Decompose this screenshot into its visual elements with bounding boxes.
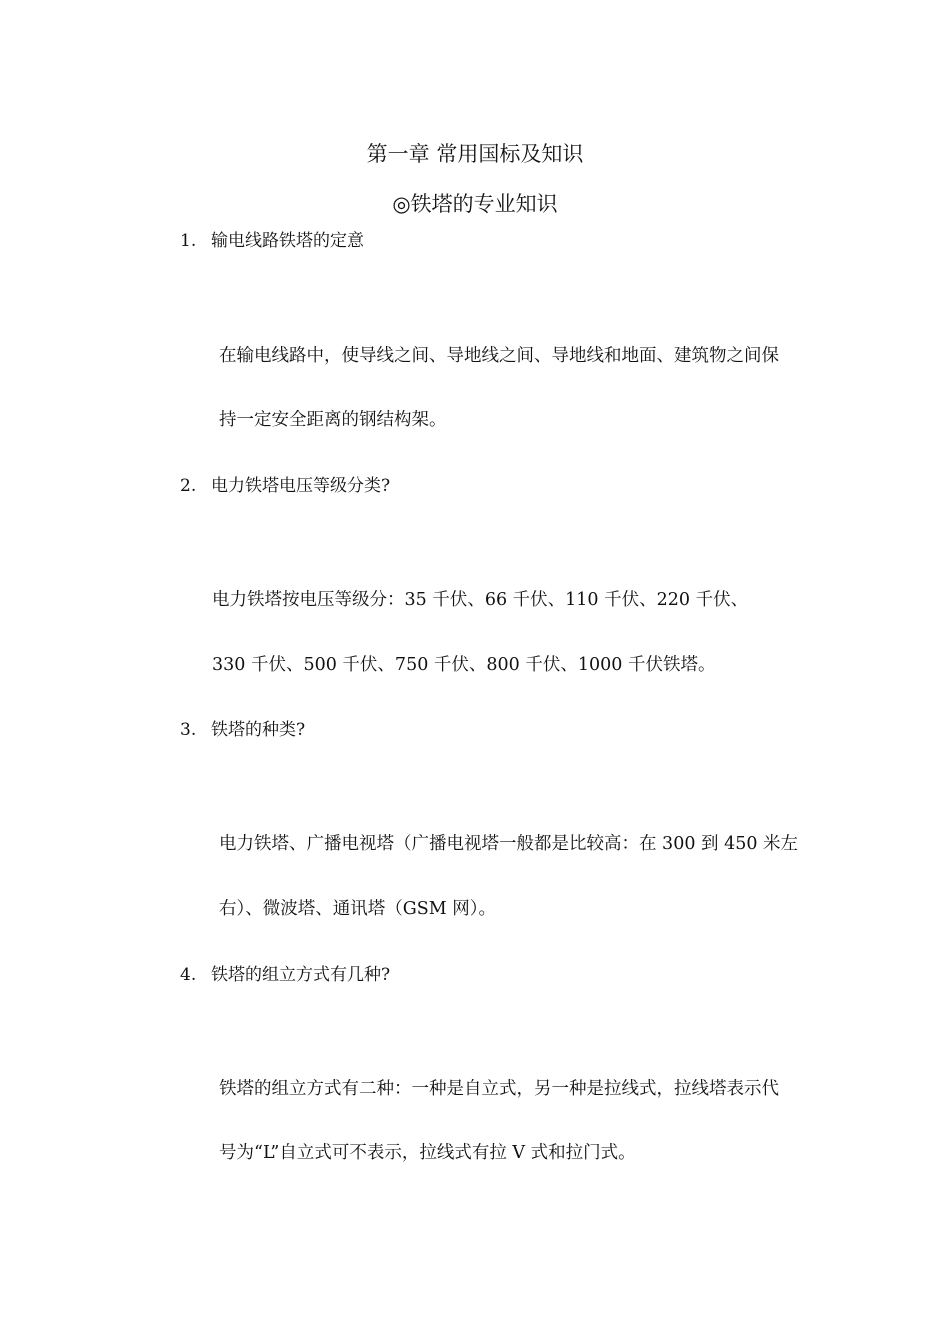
question-text: 铁塔的组立方式有几种? <box>211 965 391 985</box>
answer-2-line-1: 电力铁塔按电压等级分：35 千伏、66 千伏、110 千伏、220 千伏、 <box>212 590 749 610</box>
question-3 <box>180 719 305 741</box>
answer-1-line-1: 在输电线路中，使导线之间、导地线之间、导地线和地面、建筑物之间保 <box>219 346 779 366</box>
question-4 <box>180 964 390 986</box>
question-number: 3. <box>180 720 197 740</box>
question-text: 输电线路铁塔的定意 <box>211 231 364 251</box>
section-title: ◎铁塔的专业知识 <box>392 192 558 216</box>
chapter-title: 第一章 常用国标及知识 <box>366 142 584 166</box>
question-1 <box>180 230 364 252</box>
question-number: 1. <box>180 231 197 251</box>
question-2 <box>180 475 390 497</box>
question-number: 4. <box>180 965 197 985</box>
question-number: 2. <box>180 476 197 496</box>
answer-4-line-2: 号为“L”自立式可不表示，拉线式有拉 V 式和拉门式。 <box>219 1143 636 1163</box>
answer-2-line-2: 330 千伏、500 千伏、750 千伏、800 千伏、1000 千伏铁塔。 <box>212 655 716 675</box>
answer-1-line-2: 持一定安全距离的钢结构架。 <box>219 410 447 430</box>
answer-4-line-1: 铁塔的组立方式有二种：一种是自立式，另一种是拉线式，拉线塔表示代 <box>219 1079 779 1099</box>
answer-3-line-1: 电力铁塔、广播电视塔（广播电视塔一般都是比较高：在 300 到 450 米左 <box>219 834 799 854</box>
question-text: 铁塔的种类? <box>211 720 306 740</box>
answer-3-line-2: 右）、微波塔、通讯塔（GSM 网）。 <box>219 899 496 919</box>
question-text: 电力铁塔电压等级分类? <box>211 476 391 496</box>
